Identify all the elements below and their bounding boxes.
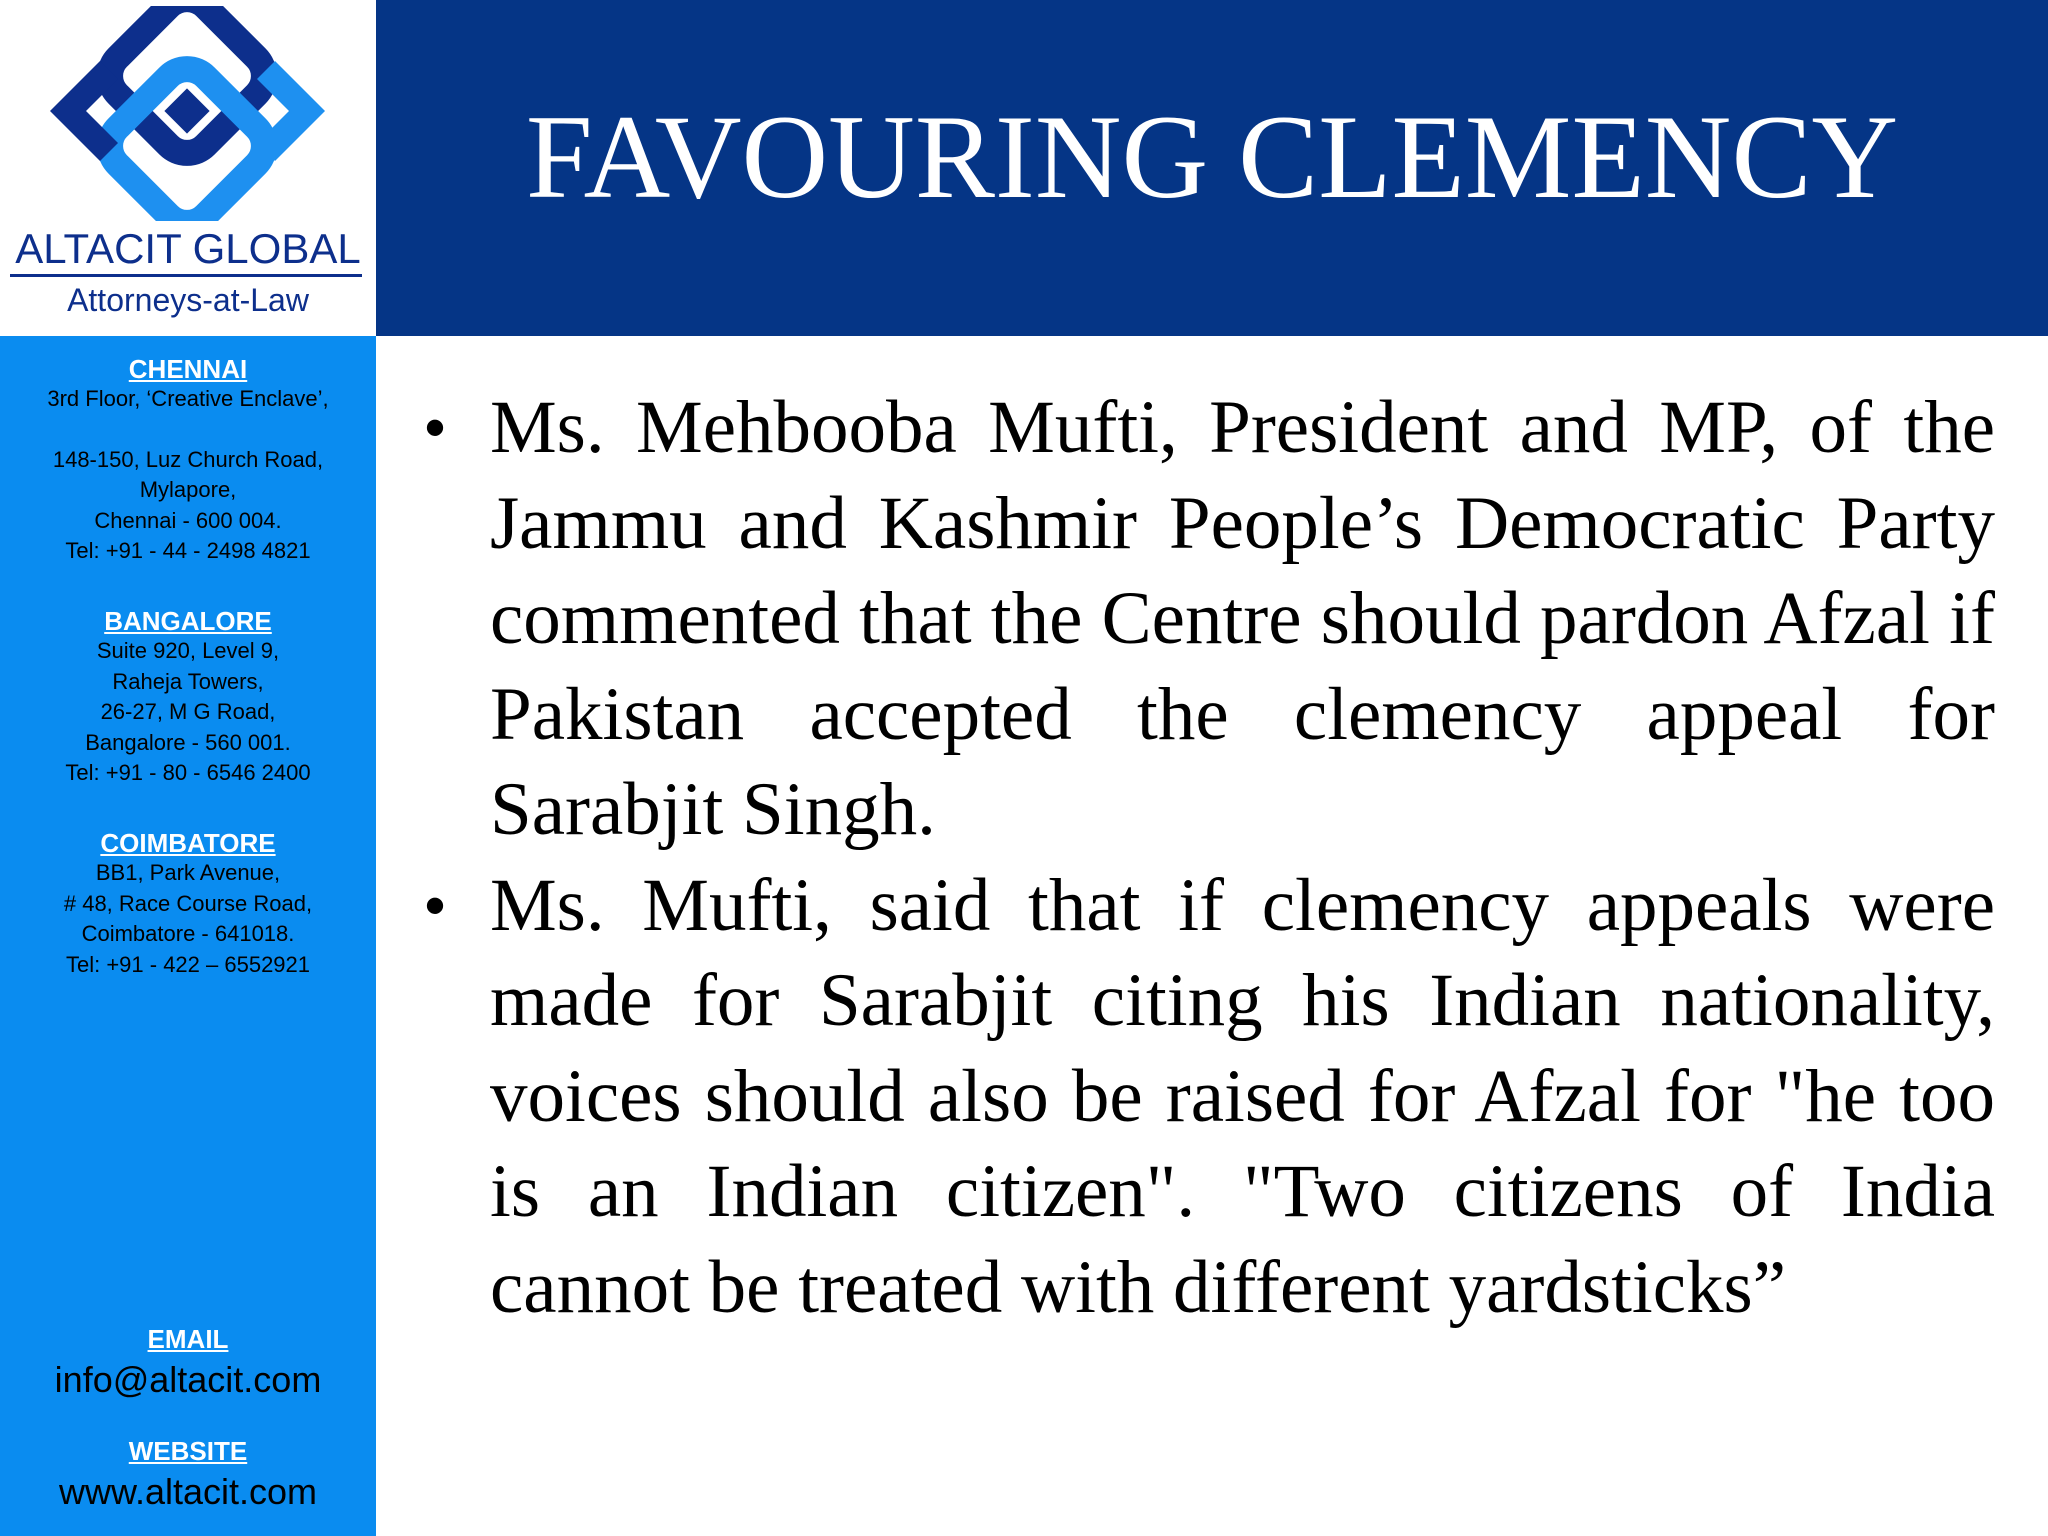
brand-tagline: Attorneys-at-Law — [67, 282, 309, 318]
sidebar — [0, 336, 376, 1536]
office-bangalore — [0, 606, 376, 789]
office-phone: Tel: +91 - 422 – 6552921 — [65, 951, 311, 977]
office-coimbatore — [0, 828, 376, 980]
office-phone: Tel: +91 - 80 - 6546 2400 — [65, 760, 311, 785]
office-name: CHENNAI — [128, 354, 248, 384]
interlocking-squares-logo-icon — [40, 6, 335, 221]
office-address-line: Raheja Towers, — [112, 668, 264, 694]
office-address-line: 26-27, M G Road, — [100, 699, 276, 724]
office-chennai — [0, 354, 376, 567]
office-address-line: Suite 920, Level 9, — [96, 638, 280, 663]
office-address-line: # 48, Race Course Road, — [63, 890, 313, 916]
bullet-dot-icon: • — [424, 394, 446, 461]
bullet-dot-icon: • — [424, 871, 446, 939]
office-address-line: Mylapore, — [139, 477, 237, 502]
office-name: BANGALORE — [104, 606, 272, 636]
slide-content — [410, 380, 1995, 1335]
bullet-text: Ms. Mehbooba Mufti, President and MP, of the Jammu and Kashmir People’s Democratic Party commented that the Centre should pardon Afzal if Pakistan accepted the clemency appeal for Sarabjit Singh. — [490, 386, 1995, 851]
office-address-line: Chennai - 600 004. — [94, 507, 282, 533]
office-address-line: BB1, Park Avenue, — [95, 860, 281, 885]
logo-panel — [0, 0, 376, 336]
office-address-line: 148-150, Luz Church Road, — [52, 446, 324, 472]
email-link[interactable]: info@altacit.com — [54, 1359, 322, 1400]
bullet-text: Ms. Mufti, said that if clemency appeals were made for Sarabjit citing his Indian nationality, voices should also be raised for Afzal for "he too is an Indian citizen". "Two citizens of India cannot be treated with different yardsticks” — [490, 863, 1995, 1329]
office-address-line: Bangalore - 560 001. — [85, 729, 291, 755]
office-phone: Tel: +91 - 44 - 2498 4821 — [65, 538, 311, 563]
website-label: WEBSITE — [128, 1436, 248, 1466]
bullet-item — [410, 380, 1995, 858]
brand-divider — [10, 274, 362, 277]
office-address-line: 3rd Floor, ‘Creative Enclave’, — [47, 386, 329, 411]
title-bar — [376, 0, 2048, 336]
slide-title: FAVOURING CLEMENCY — [525, 90, 1899, 223]
brand-name: ALTACIT GLOBAL — [15, 225, 361, 272]
bullet-item — [410, 858, 1995, 1336]
website-link[interactable]: www.altacit.com — [58, 1471, 318, 1512]
office-name: COIMBATORE — [100, 828, 276, 858]
office-address-line: Coimbatore - 641018. — [81, 921, 295, 946]
email-label: EMAIL — [147, 1324, 229, 1354]
